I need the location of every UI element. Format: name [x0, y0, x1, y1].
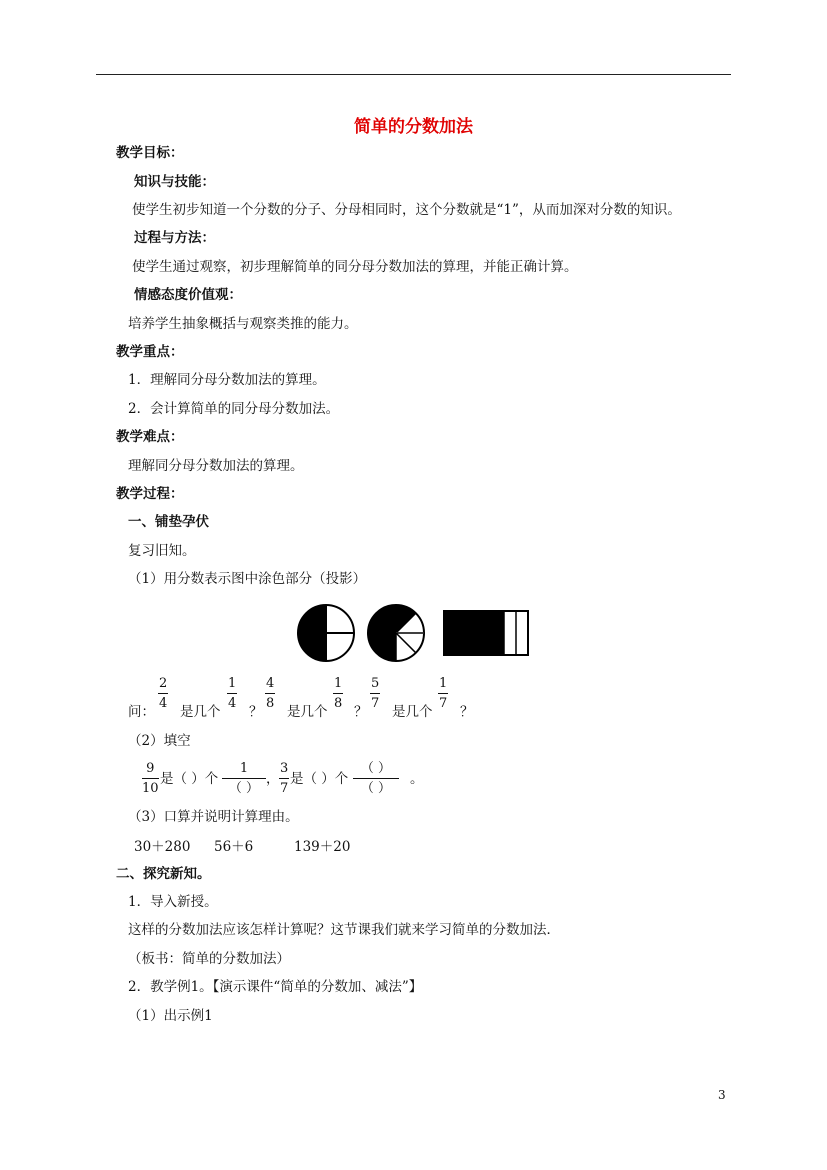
difficulty-heading: 教学难点： [116, 429, 184, 445]
question-1: （1）用分数表示图中涂色部分（投影） [128, 571, 367, 587]
fraction-3-7: 3 7 [280, 761, 289, 796]
review-text: 复习旧知。 [128, 543, 196, 559]
step2-heading: 二、探究新知。 [116, 866, 211, 882]
key-item-2: 2．会计算简单的同分母分数加法。 [128, 401, 340, 417]
knowledge-heading: 知识与技能： [134, 174, 215, 190]
calc-3: 139＋20 [294, 839, 351, 855]
fill-text-2: 是（ ）个 [290, 771, 349, 787]
key-item-1: 1．理解同分母分数加法的算理。 [128, 372, 326, 388]
ask-question-1: ？ [249, 704, 263, 720]
fraction-1-8: 1 8 [334, 676, 343, 711]
fraction-9-10: 9 10 [142, 761, 159, 796]
circle-eighths-figure [368, 605, 424, 661]
fraction-5-7: 5 7 [371, 676, 380, 711]
intro-text: 这样的分数加法应该怎样计算呢？这节课我们就来学习简单的分数加法． [128, 922, 560, 938]
rectangle-sevenths-figure [444, 611, 528, 655]
header-rule [96, 74, 731, 75]
ask-text-1: 是几个 [180, 704, 221, 720]
ask-question-3: ？ [460, 704, 474, 720]
difficulty-text: 理解同分母分数加法的算理。 [128, 458, 304, 474]
goals-heading: 教学目标： [116, 145, 184, 161]
page-number: 3 [718, 1088, 726, 1102]
ask-prefix: 问： [128, 704, 155, 720]
question-2: （2）填空 [128, 733, 191, 749]
fraction-1-blank: 1 （ ） [222, 761, 266, 796]
question-3: （3）口算并说明计算理由。 [128, 809, 299, 825]
key-heading: 教学重点： [116, 344, 184, 360]
process-text: 使学生通过观察，初步理解简单的同分母分数加法的算理，并能正确计算。 [132, 259, 578, 275]
fraction-2-4: 2 4 [159, 676, 168, 711]
emotion-heading: 情感态度价值观： [134, 287, 242, 303]
circle-quarters-figure [298, 605, 354, 661]
fraction-1-4: 1 4 [228, 676, 237, 711]
calc-2: 56＋6 [214, 839, 254, 855]
process-heading: 过程与方法： [134, 230, 215, 246]
fraction-1-7: 1 7 [439, 676, 448, 711]
fill-text-1: 是（ ）个 [160, 771, 219, 787]
fill-comma: ， [266, 771, 280, 787]
step1-heading: 一、铺垫孕伏 [128, 514, 209, 530]
example-1-heading: 2．教学例1。【演示课件“简单的分数加、减法”】 [128, 979, 423, 995]
ask-question-2: ？ [354, 704, 368, 720]
ask-text-2: 是几个 [287, 704, 328, 720]
example-1-item: （1）出示例1 [128, 1008, 213, 1024]
calc-1: 30＋280 [134, 839, 191, 855]
procedure-heading: 教学过程： [116, 486, 184, 502]
board-text: （板书：简单的分数加法） [128, 951, 290, 967]
emotion-text: 培养学生抽象概括与观察类推的能力。 [128, 316, 358, 332]
intro-heading: 1．导入新授。 [128, 894, 218, 910]
shaded-figures [296, 603, 536, 663]
fraction-4-8: 4 8 [266, 676, 275, 711]
knowledge-text: 使学生初步知道一个分数的分子、分母相同时，这个分数就是“1”，从而加深对分数的知识。 [132, 202, 681, 218]
page-title: 简单的分数加法 [354, 117, 473, 137]
fraction-blank-blank: （ ） （ ） [353, 761, 399, 796]
fill-end: 。 [410, 771, 424, 787]
ask-text-3: 是几个 [392, 704, 433, 720]
